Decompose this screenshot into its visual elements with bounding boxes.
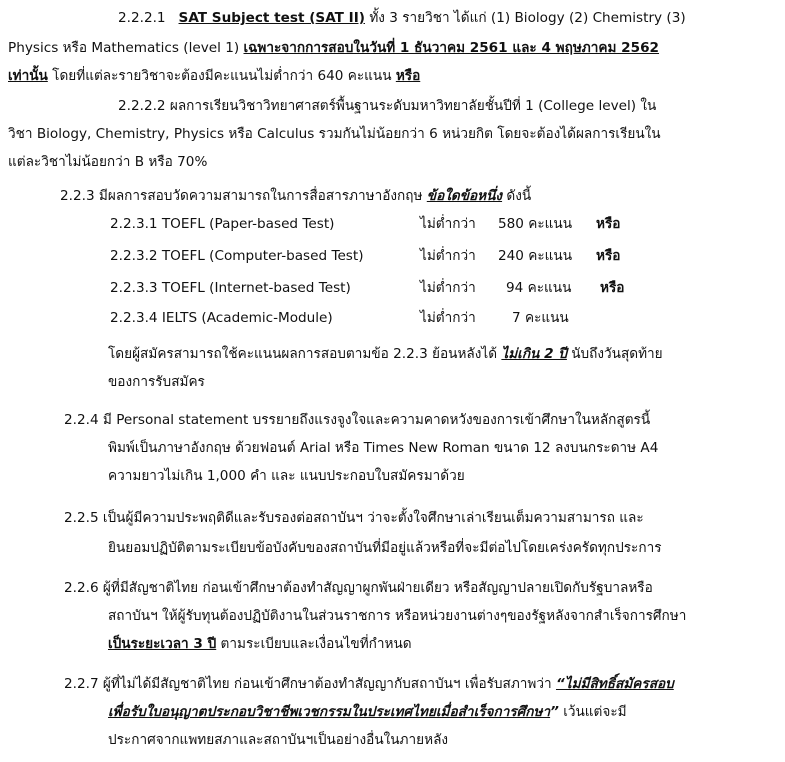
only-emphasis: เท่านั้น xyxy=(8,68,48,84)
item-2-2-3-note-line2: ของการรับสมัคร xyxy=(108,374,205,390)
item-2-2-3-heading xyxy=(60,186,531,206)
test-min-label: ไม่ต่ำกว่า xyxy=(420,216,476,232)
any-one-emphasis: ข้อใดข้อหนึ่ง xyxy=(426,188,503,204)
text: Physics หรือ Mathematics (level 1) xyxy=(8,40,244,56)
item-2-2-4-line2: พิมพ์เป็นภาษาอังกฤษ ด้วยฟอนต์ Arial หรือ Times New Roman ขนาด 12 ลงบนกระดาษ A4 xyxy=(108,440,659,456)
text: โดยผู้สมัครสามารถใช้คะแนนผลการสอบตามข้อ 2.2.3 ย้อนหลังได้ xyxy=(108,346,502,362)
item-2-2-7-line2 xyxy=(108,702,627,722)
item-2-2-6-line3 xyxy=(108,634,412,654)
test-score: 7 คะแนน xyxy=(512,310,569,326)
item-2-2-7-line1 xyxy=(64,674,674,694)
test-name: 2.2.3.2 TOEFL (Computer-based Test) xyxy=(110,248,364,264)
item-2-2-2-1-line1 xyxy=(118,8,686,28)
item-2-2-6-line1: 2.2.6 ผู้ที่มีสัญชาติไทย ก่อนเข้าศึกษาต้องทำสัญญาผูกพันฝ่ายเดียว หรือสัญญาปลายเปิดกับรัฐบาลหรือ xyxy=(64,580,653,596)
item-2-2-3-note-line1 xyxy=(108,344,663,364)
item-2-2-6-line2: สถาบันฯ ให้ผู้รับทุนต้องปฏิบัติงานในส่วนราชการ หรือหน่วยงานต่างๆของรัฐหลังจากสำเร็จการศึกษา xyxy=(108,608,687,624)
text: 2.2.7 ผู้ที่ไม่ได้มีสัญชาติไทย ก่อนเข้าศึกษาต้องทำสัญญากับสถาบันฯ เพื่อรับสภาพว่า xyxy=(64,676,556,692)
test-min-label: ไม่ต่ำกว่า xyxy=(420,248,476,264)
no-right-emphasis: “ไม่มีสิทธิ์สมัครสอบ xyxy=(555,676,674,692)
text: ทั้ง 3 รายวิชา ได้แก่ (1) Biology (2) Chemistry (3) xyxy=(365,10,686,26)
test-or: หรือ xyxy=(600,280,625,296)
two-years-emphasis: ไม่เกิน 2 ปี xyxy=(501,346,567,362)
text: ตามระเบียบและเงื่อนไขที่กำหนด xyxy=(216,636,412,652)
text: 2.2.3 มีผลการสอบวัดความสามารถในการสื่อสารภาษาอังกฤษ xyxy=(60,188,427,204)
text: ดังนี้ xyxy=(502,188,532,204)
sat-subject-title: SAT Subject test (SAT II) xyxy=(178,10,365,26)
test-or: หรือ xyxy=(596,216,621,232)
item-2-2-4-line1: 2.2.4 มี Personal statement บรรยายถึงแรงจูงใจและความคาดหวังของการเข้าศึกษาในหลักสูตรนี้ xyxy=(64,412,651,428)
test-or: หรือ xyxy=(596,248,621,264)
item-2-2-2-2-line1: 2.2.2.2 ผลการเรียนวิชาวิทยาศาสตร์พื้นฐานระดับมหาวิทยาลัยชั้นปีที่ 1 (College level) ใน xyxy=(118,98,657,114)
item-2-2-5-line2: ยินยอมปฏิบัติตามระเบียบข้อบังคับของสถาบันที่มีอยู่แล้วหรือที่จะมีต่อไปโดยเคร่งครัดทุกประการ xyxy=(108,540,662,556)
item-2-2-2-2-line2: วิชา Biology, Chemistry, Physics หรือ Calculus รวมกันไม่น้อยกว่า 6 หน่วยกิต โดยจะต้องได้ผลการเรียนใน xyxy=(8,126,661,142)
test-score: 240 คะแนน xyxy=(498,248,573,264)
item-number: 2.2.2.1 xyxy=(118,10,166,26)
item-2-2-2-1-line2 xyxy=(8,38,659,58)
item-2-2-2-1-line3 xyxy=(8,66,420,86)
test-score: 580 คะแนน xyxy=(498,216,573,232)
or-emphasis: หรือ xyxy=(395,68,421,84)
text: นับถึงวันสุดท้าย xyxy=(566,346,663,362)
exam-dates-emphasis: เฉพาะจากการสอบในวันที่ 1 ธันวาคม 2561 และ 4 พฤษภาคม 2562 xyxy=(243,40,660,56)
three-years-emphasis: เป็นระยะเวลา 3 ปี xyxy=(108,636,217,652)
text: เว้นแต่จะมี xyxy=(558,704,627,720)
text: โดยที่แต่ละรายวิชาจะต้องมีคะแนนไม่ต่ำกว่า 640 คะแนน xyxy=(47,68,396,84)
closing-quote: ” xyxy=(550,704,559,720)
test-min-label: ไม่ต่ำกว่า xyxy=(420,280,476,296)
item-2-2-4-line3: ความยาวไม่เกิน 1,000 คำ และ แนบประกอบใบสมัครมาด้วย xyxy=(108,468,465,484)
test-name: 2.2.3.3 TOEFL (Internet-based Test) xyxy=(110,280,351,296)
test-min-label: ไม่ต่ำกว่า xyxy=(420,310,476,326)
item-2-2-2-2-line3: แต่ละวิชาไม่น้อยกว่า B หรือ 70% xyxy=(8,154,208,170)
test-name: 2.2.3.1 TOEFL (Paper-based Test) xyxy=(110,216,335,232)
item-2-2-7-line3: ประกาศจากแพทยสภาและสถาบันฯเป็นอย่างอื่นในภายหลัง xyxy=(108,732,449,748)
item-2-2-5-line1: 2.2.5 เป็นผู้มีความประพฤติดีและรับรองต่อสถาบันฯ ว่าจะตั้งใจศึกษาเล่าเรียนเต็มความสามารถ และ xyxy=(64,510,644,526)
test-name: 2.2.3.4 IELTS (Academic-Module) xyxy=(110,310,333,326)
test-score: 94 คะแนน xyxy=(506,280,572,296)
license-emphasis: เพื่อรับใบอนุญาตประกอบวิชาชีพเวชกรรมในประเทศไทยเมื่อสำเร็จการศึกษา xyxy=(108,704,551,720)
